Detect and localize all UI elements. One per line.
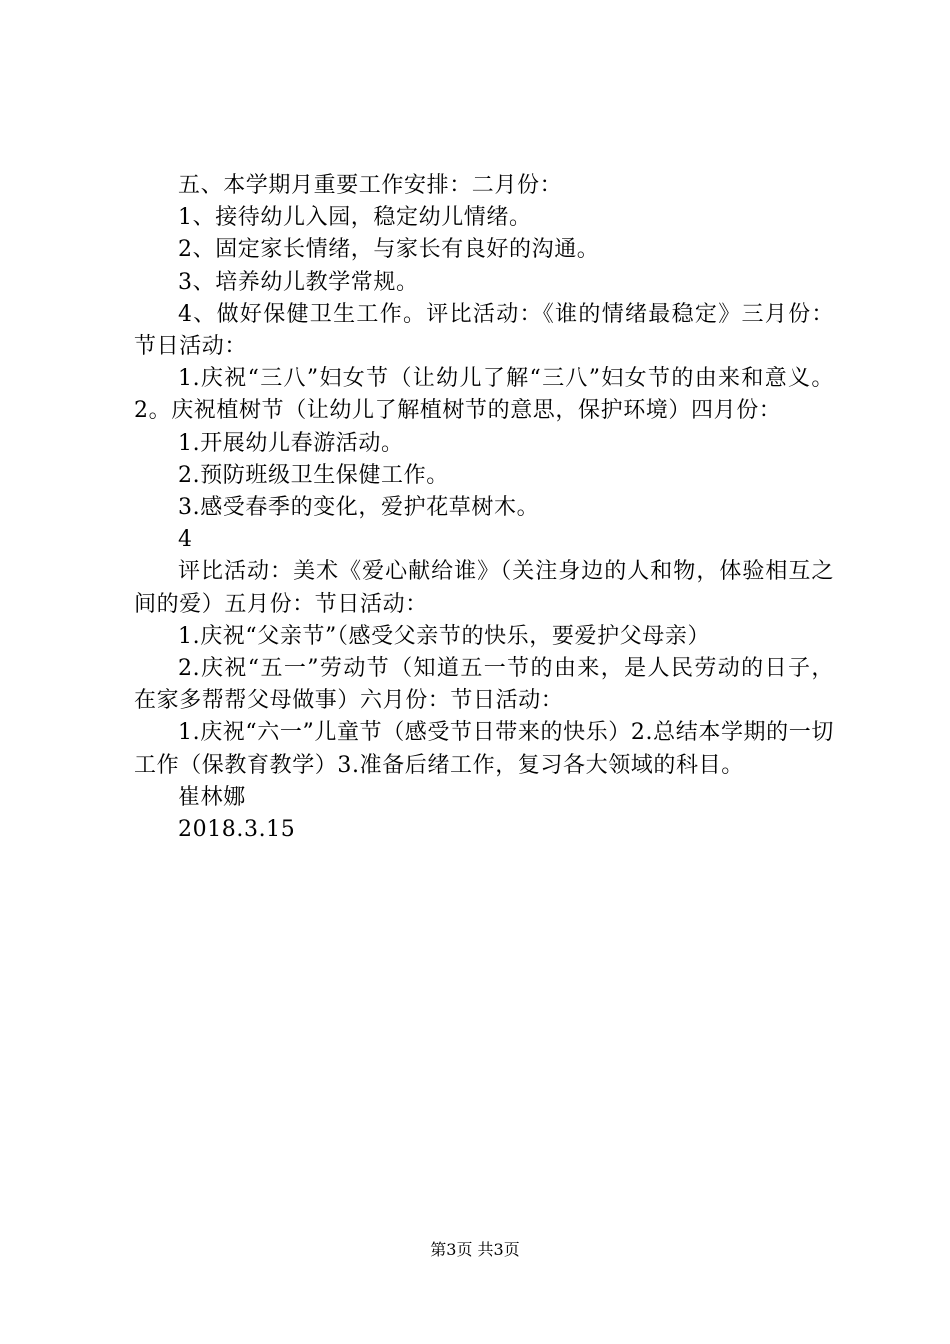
list-item: 1.庆祝“三八”妇女节（让幼儿了解“三八”妇女节的由来和意义。2。庆祝植树节（让幼儿了解植树节的意思，保护环境）四月份：	[134, 366, 834, 424]
page-footer	[0, 1240, 950, 1260]
list-item: 3.感受春季的变化，爱护花草树木。	[178, 495, 540, 521]
list-item: 2.预防班级卫生保健工作。	[178, 462, 449, 488]
list-item: 4	[178, 527, 193, 553]
list-item: 评比活动：美术《爱心献给谁》（关注身边的人和物，体验相互之间的爱）五月份：节日活动：	[134, 559, 834, 617]
list-item: 1、接待幼儿入园，稳定幼儿情绪。	[178, 205, 532, 231]
list-item: 2.庆祝“五一”劳动节（知道五一节的由来，是人民劳动的日子，在家多帮帮父母做事）六月份：节日活动：	[134, 656, 834, 714]
list-item: 1.开展幼儿春游活动。	[178, 430, 404, 456]
document-date: 2018.3.15	[178, 817, 296, 843]
list-item: 1.庆祝“父亲节”（感受父亲节的快乐，要爱护父母亲）	[178, 623, 711, 649]
section-heading-work-schedule: 五、本学期月重要工作安排：二月份：	[178, 173, 563, 198]
author-name: 崔林娜	[178, 784, 246, 810]
list-item: 1.庆祝“六一”儿童节（感受节日带来的快乐）2.总结本学期的一切工作（保教育教学）3.准备后绪工作，复习各大领域的科目。	[134, 720, 834, 778]
list-item: 2、固定家长情绪，与家长有良好的沟通。	[178, 237, 600, 263]
list-item: 4、做好保健卫生工作。评比活动：《谁的情绪最稳定》三月份：节日活动：	[134, 301, 834, 360]
list-item: 3、培养幼儿教学常规。	[178, 269, 419, 295]
document-body	[134, 170, 834, 846]
page-number-label: 第3页 共3页	[430, 1240, 520, 1259]
